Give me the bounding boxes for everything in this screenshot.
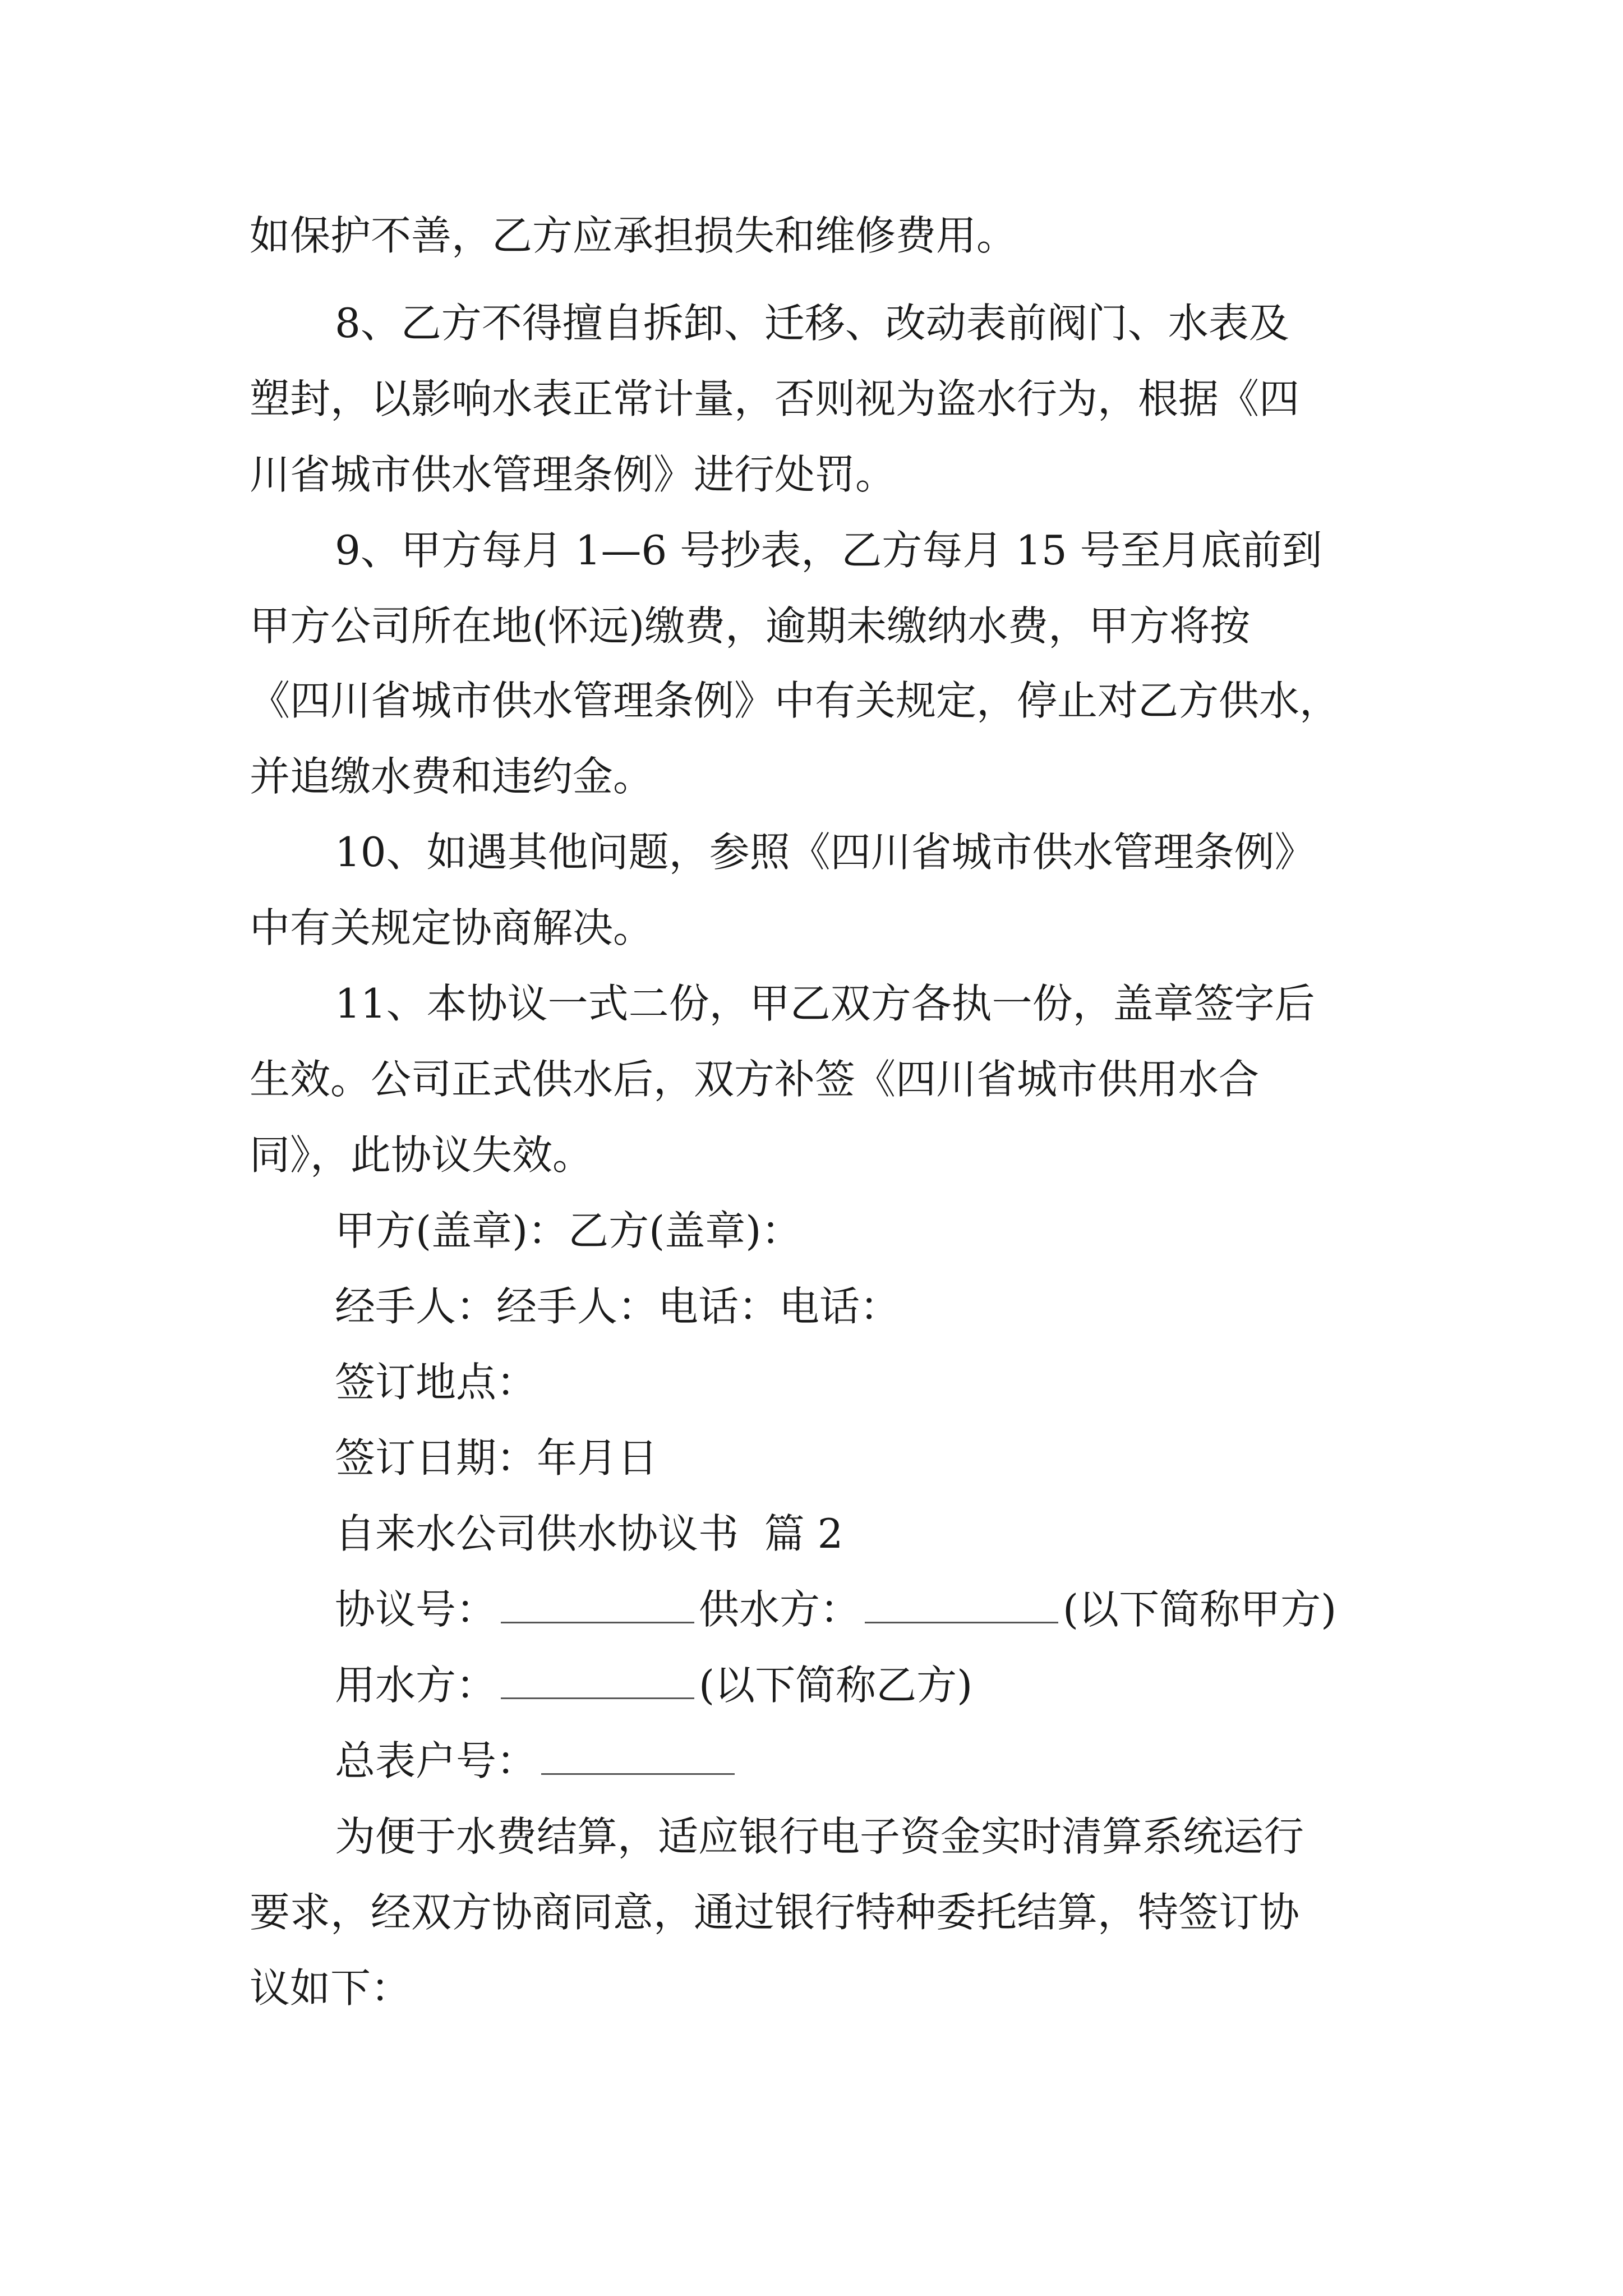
user-blank — [501, 1663, 694, 1699]
user-suffix: (以下简称乙方) — [699, 1662, 973, 1709]
text-line: 8、乙方不得擅自拆卸、迁移、改动表前阀门、水表及 — [335, 300, 1289, 347]
text-line: 生效。公司正式供水后，双方补签《四川省城市供用水合 — [250, 1056, 1260, 1103]
text-line: 议如下： — [250, 1964, 412, 2012]
agreement-no-label: 协议号： — [335, 1586, 497, 1633]
text-line: 并追缴水费和违约金。 — [250, 753, 654, 800]
agreement-no-blank — [501, 1587, 694, 1623]
water-user-row — [335, 1657, 972, 1713]
text-line: 为便于水费结算，适应银行电子资金实时清算系统运行 — [335, 1813, 1304, 1860]
meter-blank — [541, 1738, 735, 1775]
signing-place-line: 签订地点： — [335, 1359, 537, 1406]
text-line: 中有关规定协商解决。 — [250, 904, 654, 951]
supplier-suffix: (以下简称甲方) — [1063, 1586, 1337, 1633]
signing-date-line: 签订日期：年月日 — [335, 1434, 658, 1481]
text-line: 川省城市供水管理条例》进行处罚。 — [250, 451, 896, 498]
text-line: 塑封，以影响水表正常计量，否则视为盗水行为，根据《四 — [250, 375, 1300, 422]
text-line: 甲方公司所在地(怀远)缴费，逾期未缴纳水费，甲方将按 — [250, 602, 1251, 650]
section-title: 自来水公司供水协议书 篇 2 — [335, 1510, 843, 1557]
user-label: 用水方： — [335, 1662, 497, 1709]
handler-phone-line: 经手人：经手人：电话：电话： — [335, 1283, 901, 1330]
supplier-blank — [865, 1587, 1058, 1623]
supplier-label: 供水方： — [699, 1586, 861, 1633]
text-line: 要求，经双方协商同意，通过银行特种委托结算，特签订协 — [250, 1889, 1300, 1936]
text-line: 9、甲方每月 1—6 号抄表，乙方每月 15 号至月底前到 — [335, 527, 1322, 574]
signature-parties-line: 甲方(盖章)：乙方(盖章)： — [335, 1207, 802, 1254]
agreement-number-row — [335, 1581, 1336, 1637]
text-line: 10、如遇其他问题，参照《四川省城市供水管理条例》 — [335, 829, 1315, 876]
text-line: 11、本协议一式二份，甲乙双方各执一份，盖章签字后 — [335, 980, 1315, 1027]
meter-label: 总表户号： — [335, 1737, 537, 1784]
text-line: 如保护不善，乙方应承担损失和维修费用。 — [250, 212, 1017, 259]
text-line: 同》，此协议失效。 — [250, 1131, 593, 1179]
meter-account-row — [335, 1733, 739, 1789]
text-line: 《四川省城市供水管理条例》中有关规定，停止对乙方供水， — [250, 677, 1340, 724]
